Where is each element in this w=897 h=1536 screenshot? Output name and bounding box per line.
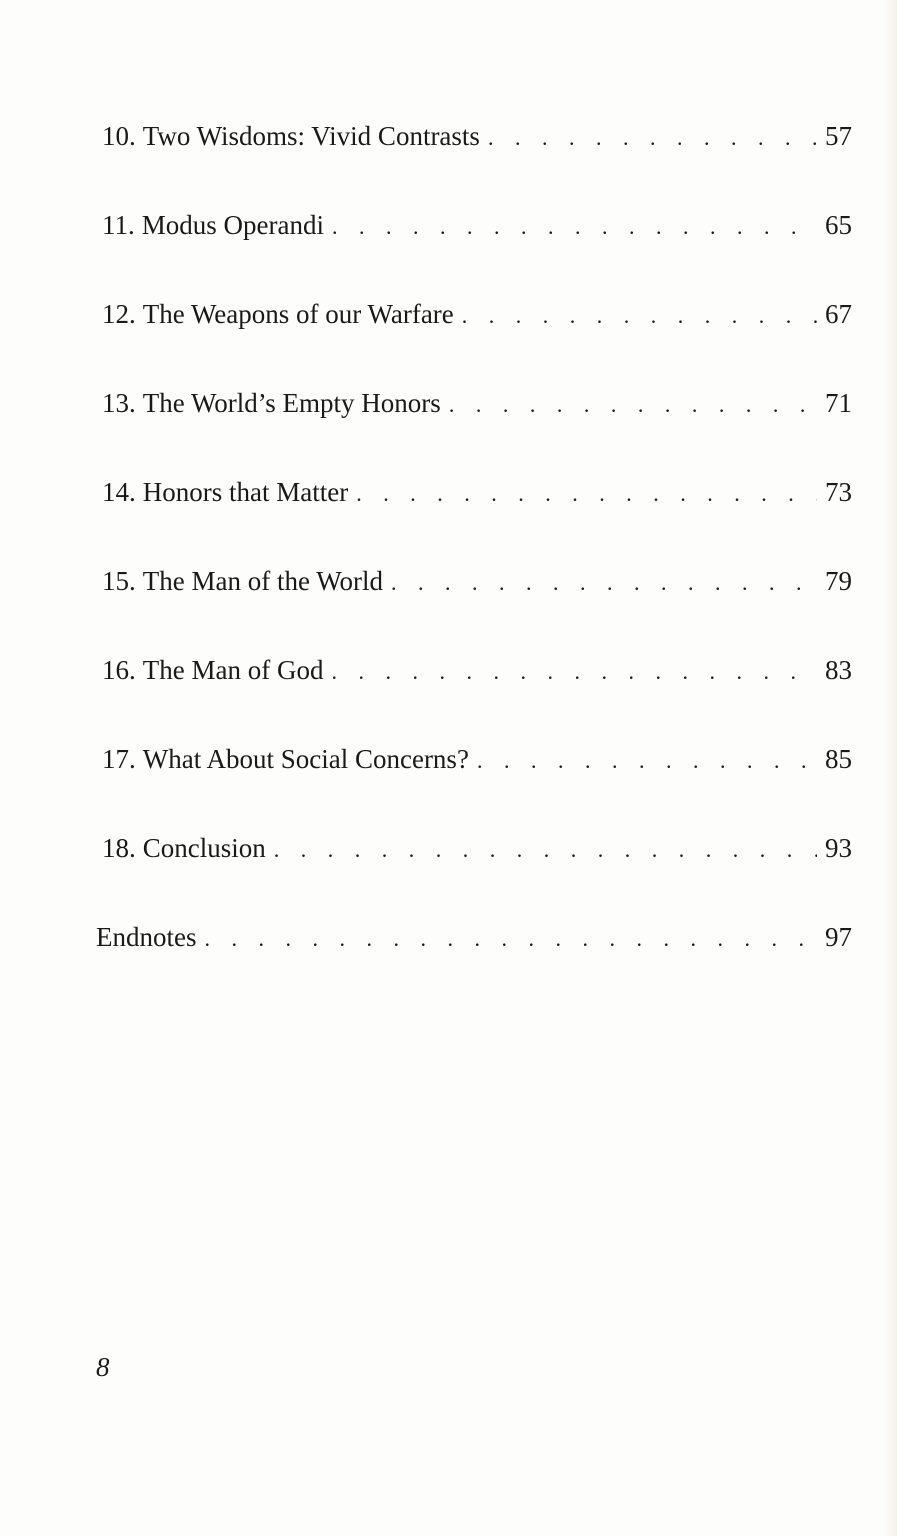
toc-entry-title: The Man of the World — [142, 566, 384, 596]
toc-entry-endnotes — [96, 917, 852, 1006]
toc-entry-number: 12. — [102, 299, 136, 329]
toc-entry-title: Two Wisdoms: Vivid Contrasts — [142, 121, 480, 151]
toc-entry-page: 67 — [825, 299, 852, 329]
toc-entry — [96, 561, 852, 650]
toc-entry — [96, 650, 852, 739]
toc-entry-number: 13. — [102, 388, 136, 418]
dot-leader — [462, 296, 817, 336]
dot-leader — [356, 474, 817, 514]
toc-entry-title: What About Social Concerns? — [142, 744, 469, 774]
toc-entry-page: 71 — [825, 388, 852, 418]
table-of-contents — [96, 116, 852, 1006]
dot-leader — [488, 118, 817, 158]
toc-entry-number: 11. — [102, 210, 135, 240]
toc-entry-page: 97 — [825, 922, 852, 952]
dot-leader — [332, 207, 817, 247]
dot-leader — [477, 741, 817, 781]
toc-entry-title: The World’s Empty Honors — [142, 388, 441, 418]
toc-entry-page: 65 — [825, 210, 852, 240]
toc-entry — [96, 294, 852, 383]
dot-leader — [274, 830, 817, 870]
toc-entry-page: 79 — [825, 566, 852, 596]
toc-entry-title: Conclusion — [142, 833, 266, 863]
toc-entry — [96, 383, 852, 472]
page-edge-shadow — [883, 0, 897, 1536]
toc-entry-title: Modus Operandi — [141, 210, 324, 240]
toc-entry-number: 14. — [102, 477, 136, 507]
toc-entry — [96, 828, 852, 917]
toc-entry-title: Honors that Matter — [142, 477, 349, 507]
toc-entry-number: 18. — [102, 833, 136, 863]
toc-entry-page: 73 — [825, 477, 852, 507]
toc-entry-page: 85 — [825, 744, 852, 774]
dot-leader — [331, 652, 817, 692]
dot-leader — [391, 563, 817, 603]
toc-entry-number: 16. — [102, 655, 136, 685]
toc-entry-number: 17. — [102, 744, 136, 774]
toc-entry-number: 10. — [102, 121, 136, 151]
toc-entry — [96, 116, 852, 205]
dot-leader — [449, 385, 817, 425]
toc-entry-title: Endnotes — [96, 922, 197, 952]
toc-entry — [96, 205, 852, 294]
page-number: 8 — [96, 1352, 110, 1382]
toc-entry-title: The Weapons of our Warfare — [142, 299, 454, 329]
toc-entry-page: 93 — [825, 833, 852, 863]
toc-entry-title: The Man of God — [142, 655, 324, 685]
toc-entry-page: 57 — [825, 121, 852, 151]
toc-entry — [96, 472, 852, 561]
toc-entry — [96, 739, 852, 828]
dot-leader — [205, 919, 818, 959]
toc-entry-number: 15. — [102, 566, 136, 596]
toc-entry-page: 83 — [825, 655, 852, 685]
